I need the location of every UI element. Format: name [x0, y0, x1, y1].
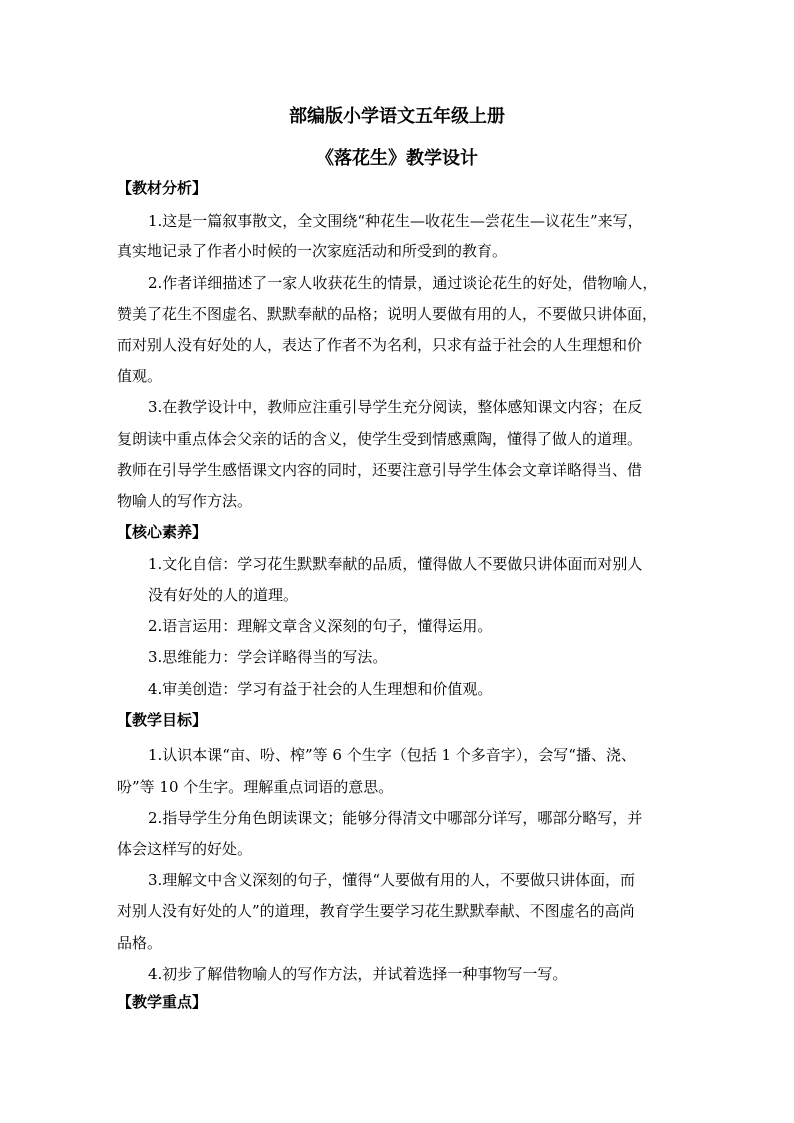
section-heading-goals: 【教学目标】 — [117, 711, 208, 729]
paragraph-line: 3.理解文中含义深刻的句子，懂得“人要做有用的人，不要做只讲体面，而 — [148, 871, 635, 889]
paragraph-line: 2.指导学生分角色朗读课文；能够分得清文中哪部分详写，哪部分略写，并 — [148, 809, 643, 827]
paragraph-line: 1.认识本课“亩、吩、榨”等 6 个生字（包括 1 个多音字），会写“播、浇、 — [148, 746, 636, 764]
paragraph-line: 4.初步了解借物喻人的写作方法，并试着选择一种事物写一写。 — [148, 965, 568, 983]
section-heading-keypoints: 【教学重点】 — [117, 993, 208, 1011]
paragraph-line: 品格。 — [117, 934, 163, 952]
paragraph-line: 教师在引导学生感悟课文内容的同时，还要注意引导学生体会文章详略得当、借 — [117, 461, 643, 479]
paragraph-line: 而对别人没有好处的人，表达了作者不为名利，只求有益于社会的人生理想和价 — [117, 336, 643, 354]
paragraph-line: 2.语言运用：理解文章含义深刻的句子，懂得运用。 — [148, 617, 493, 635]
paragraph-line: 1.这是一篇叙事散文，全文围绕“种花生—收花生—尝花生—议花生”来写， — [148, 212, 643, 230]
paragraph-line: 体会这样写的好处。 — [117, 840, 253, 858]
paragraph-line: 4.审美创造：学习有益于社会的人生理想和价值观。 — [148, 680, 493, 698]
paragraph-line: 3.思维能力：学会详略得当的写法。 — [148, 648, 388, 666]
paragraph-line: 吩”等 10 个生字。理解重点词语的意思。 — [117, 778, 394, 796]
paragraph-line: 赞美了花生不图虚名、默默奉献的品格；说明人要做有用的人，不要做只讲体面， — [117, 305, 658, 323]
paragraph-line: 2.作者详细描述了一家人收获花生的情景，通过谈论花生的好处，借物喻人， — [148, 274, 658, 292]
paragraph-line: 1.文化自信：学习花生默默奉献的品质，懂得做人不要做只讲体面而对别人 — [148, 555, 643, 573]
paragraph-line: 值观。 — [117, 367, 163, 385]
document-subtitle: 《落花生》教学设计 — [316, 148, 478, 169]
paragraph-line: 3.在教学设计中，教师应注重引导学生充分阅读，整体感知课文内容；在反 — [148, 398, 643, 416]
paragraph-line: 对别人没有好处的人”的道理，教育学生要学习花生默默奉献、不图虚名的高尚 — [117, 902, 635, 920]
paragraph-line: 物喻人的写作方法。 — [117, 492, 253, 510]
paragraph-line: 复朗读中重点体会父亲的话的含义，使学生受到情感熏陶，懂得了做人的道理。 — [117, 430, 643, 448]
document-title: 部编版小学语文五年级上册 — [289, 106, 505, 127]
section-heading-analysis: 【教材分析】 — [117, 179, 208, 197]
section-heading-literacy: 【核心素养】 — [117, 523, 208, 541]
paragraph-line: 真实地记录了作者小时候的一次家庭活动和所受到的教育。 — [117, 242, 508, 260]
paragraph-line: 没有好处的人的道理。 — [148, 586, 299, 604]
